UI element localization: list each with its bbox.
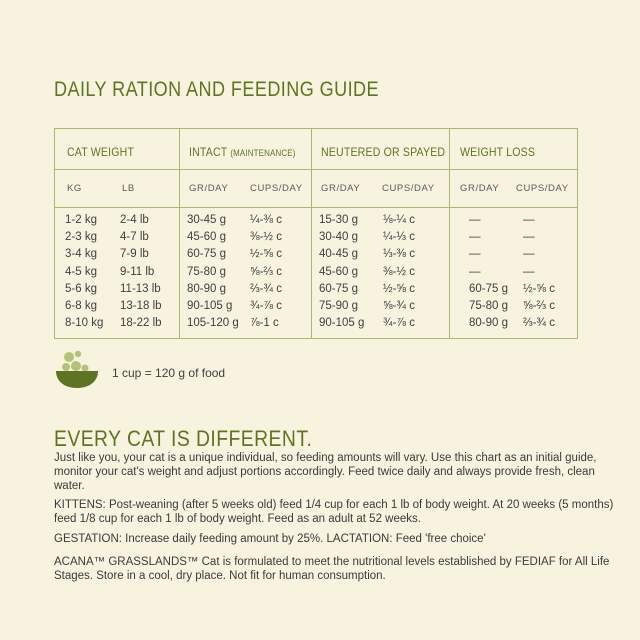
table-cell-neutered-gr: 15-30 g (319, 214, 359, 226)
table-cell-neutered-cups: ⅓-⅜ c (383, 248, 415, 261)
subheader-intact-gr: GR/DAY (189, 183, 229, 194)
table-cell-neutered-cups: ¼-⅓ c (383, 231, 415, 244)
header-cat-weight: CAT WEIGHT (67, 145, 135, 159)
table-cell-intact-cups: ¾-⅞ c (250, 300, 282, 312)
table-cell-intact-gr: 90-105 g (187, 300, 233, 312)
table-cell-intact-gr: 30-45 g (187, 214, 227, 226)
table-cell-intact-cups: ⅞-1 c (250, 317, 279, 330)
table-cell-loss-cups: — (523, 214, 535, 226)
table-cell-kg: 4-5 kg (65, 265, 97, 278)
table-cell-intact-cups: ⅝-⅔ c (250, 265, 282, 278)
table-cell-loss-gr: 75-80 g (469, 300, 509, 312)
table-cell-intact-gr: 75-80 g (187, 265, 227, 278)
table-cell-lb: 18-22 lb (120, 317, 162, 330)
table-cell-intact-cups: ⅜-½ c (250, 231, 282, 244)
gestation-paragraph: GESTATION: Increase daily feeding amount by 25%. LACTATION: Feed 'free choice' (54, 533, 486, 545)
table-cell-intact-cups: ½-⅝ c (250, 248, 282, 261)
table-cell-lb: 11-13 lb (120, 282, 161, 295)
table-divider (179, 129, 180, 338)
table-cell-loss-cups: ½-⅝ c (523, 282, 555, 295)
table-cell-intact-gr: 105-120 g (187, 317, 239, 330)
table-cell-loss-cups: — (523, 248, 535, 261)
subheader-neutered-gr: GR/DAY (321, 183, 361, 194)
table-cell-neutered-gr: 40-45 g (319, 248, 359, 261)
header-intact (189, 145, 296, 159)
table-cell-intact-cups: ¼-⅜ c (250, 214, 282, 226)
table-cell-neutered-gr: 90-105 g (319, 317, 365, 330)
table-cell-loss-cups: — (523, 265, 535, 278)
subheader-kg: KG (67, 183, 82, 194)
table-cell-loss-gr: 60-75 g (469, 282, 509, 295)
cup-conversion-note: 1 cup = 120 g of food (112, 366, 226, 380)
table-cell-intact-cups: ⅔-¾ c (250, 282, 282, 295)
table-cell-intact-gr: 80-90 g (187, 282, 227, 295)
table-cell-neutered-cups: ⅛-¼ c (383, 214, 415, 226)
table-divider (449, 129, 450, 338)
feeding-table (54, 128, 578, 339)
table-cell-neutered-gr: 75-90 g (319, 300, 359, 312)
table-cell-neutered-gr: 60-75 g (319, 282, 359, 295)
table-cell-kg: 3-4 kg (65, 248, 97, 261)
food-bowl-icon (54, 350, 102, 390)
table-cell-loss-cups: ⅔-¾ c (523, 317, 555, 330)
page-title: DAILY RATION AND FEEDING GUIDE (54, 78, 379, 101)
header-intact-note: (MAINTENANCE) (230, 148, 296, 158)
table-cell-neutered-cups: ⅜-½ c (383, 265, 415, 278)
section-title: EVERY CAT IS DIFFERENT. (54, 426, 313, 451)
table-cell-kg: 8-10 kg (65, 317, 104, 330)
header-intact-label: INTACT (189, 145, 228, 159)
table-cell-kg: 1-2 kg (65, 214, 97, 226)
table-cell-kg: 5-6 kg (65, 282, 97, 295)
table-cell-lb: 9-11 lb (120, 265, 155, 278)
table-cell-loss-cups: ⅝-⅔ c (523, 300, 555, 312)
header-neutered: NEUTERED OR SPAYED (321, 145, 446, 159)
table-cell-lb: 2-4 lb (120, 214, 149, 226)
table-cell-intact-gr: 45-60 g (187, 231, 227, 244)
table-cell-intact-gr: 60-75 g (187, 248, 227, 261)
table-cell-kg: 6-8 kg (65, 300, 97, 312)
table-cell-neutered-cups: ⅝-¾ c (383, 300, 415, 312)
table-cell-neutered-gr: 30-40 g (319, 231, 359, 244)
table-cell-loss-gr: — (469, 231, 481, 244)
table-cell-neutered-gr: 45-60 g (319, 265, 359, 278)
header-weight-loss: WEIGHT LOSS (460, 145, 536, 159)
table-cell-lb: 7-9 lb (120, 248, 149, 261)
table-divider (55, 169, 577, 170)
intro-paragraph: Just like you, your cat is a unique individual, so feeding amounts will vary. Use this chart as an initial guide, monitor your cat's weight and adjust portions accordingly. Feed twice daily and always provide fresh, clean water. (54, 452, 597, 492)
cup-info (54, 350, 102, 390)
subheader-lb: LB (122, 183, 135, 194)
table-cell-loss-gr: — (469, 214, 481, 226)
table-cell-loss-gr: — (469, 265, 481, 278)
table-cell-lb: 4-7 lb (120, 231, 149, 244)
subheader-intact-cups: CUPS/DAY (250, 183, 303, 194)
table-cell-loss-gr: 80-90 g (469, 317, 509, 330)
table-divider (55, 207, 577, 208)
table-cell-loss-cups: — (523, 231, 535, 244)
table-cell-kg: 2-3 kg (65, 231, 97, 244)
formulation-paragraph: ACANA™ GRASSLANDS™ Cat is formulated to meet the nutritional levels established by FEDIAF for All Life Stages. Store in a cool, dry place. Not fit for human consumption. (54, 556, 610, 582)
table-cell-loss-gr: — (469, 248, 481, 261)
table-divider (311, 129, 312, 338)
subheader-neutered-cups: CUPS/DAY (382, 183, 435, 194)
table-cell-neutered-cups: ½-⅝ c (383, 282, 415, 295)
subheader-loss-cups: CUPS/DAY (516, 183, 569, 194)
subheader-loss-gr: GR/DAY (460, 183, 500, 194)
table-cell-lb: 13-18 lb (120, 300, 162, 312)
kittens-paragraph: KITTENS: Post-weaning (after 5 weeks old) feed 1/4 cup for each 1 lb of body weight. At 20 weeks (5 months) feed 1/8 cup for each 1 lb of body weight. Feed as an adult at 52 weeks. (54, 499, 614, 525)
table-cell-neutered-cups: ¾-⅞ c (383, 317, 415, 330)
